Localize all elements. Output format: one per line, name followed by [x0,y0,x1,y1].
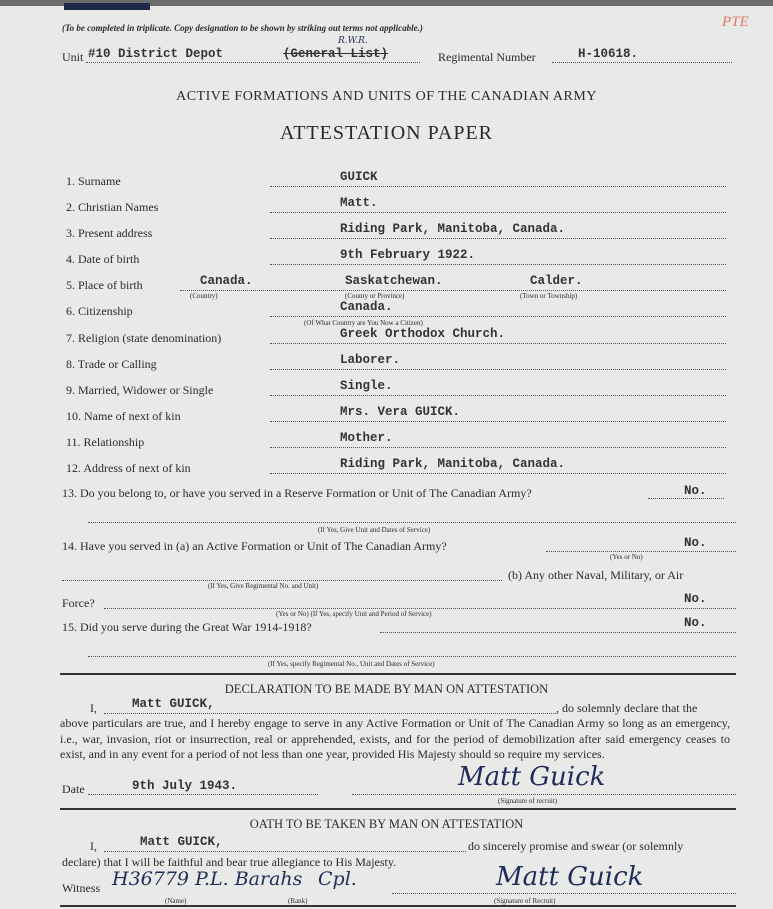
witness-rank: Cpl. [318,868,357,890]
field-value: GUICK [340,170,378,184]
field-value: Single. [340,379,393,393]
reg-number: H-10618. [578,47,639,61]
unit-label: Unit [62,50,84,64]
answer-13: No. [684,484,707,498]
caption-citizenship: (Of What Country are You Now a Citizen) [304,319,423,327]
field-label: 5. Place of birth [66,278,143,292]
corner-mark: PTE [722,14,749,30]
birth-town: Calder. [530,274,583,288]
caption-oath-signature: (Signature of Recruit) [494,897,556,905]
answer-14b: No. [684,592,707,606]
caption-signature: (Signature of recruit) [498,797,558,805]
declaration-name: Matt GUICK, [132,697,215,711]
question-13: 13. Do you belong to, or have you served in a Reserve Formation or Unit of The Canadian Army? [62,486,532,500]
subtitle: ACTIVE FORMATIONS AND UNITS OF THE CANADIAN ARMY [176,89,597,104]
reg-label: Regimental Number [438,50,536,64]
field-label: 3. Present address [66,226,153,240]
witness-name: H36779 P.L. Barahs [112,868,303,890]
caption-14-yn: (Yes or No) [610,553,643,561]
page-title: ATTESTATION PAPER [279,122,493,144]
oath-body: declare) that I will be faithful and bear true allegiance to His Majesty. [62,855,397,869]
field-label: 6. Citizenship [66,304,133,318]
unit-struck: (General List) [283,47,389,61]
caption-name: (Name) [165,897,187,905]
field-value: Matt. [340,196,378,210]
caption-province: (County or Province) [345,292,405,300]
instruction-note: (To be completed in triplicate. Copy designation to be shown by striking out terms not applicable.) [62,23,423,33]
declaration-i: I, [90,701,97,715]
caption-town: (Town or Township) [520,292,578,300]
question-14: 14. Have you served in (a) an Active Formation or Unit of The Canadian Army? [62,539,447,553]
unit-value: #10 District Depot [88,47,224,61]
oath-after: do sincerely promise and swear (or solemnly [468,839,684,853]
recruit-signature: Matt Guick [458,762,606,792]
declaration-body: above particulars are true, and I hereby engage to serve in any Active Formation or Unit of The Canadian Army so long as an emergency, i.e., war, invasion, riot or insurrection, real or apprehended, exists, and for the period of demobilization after said emergency ceases to exist, and in any event for a period of not less than one year, provided His Majesty should so require my services. [60,716,730,761]
oath-heading: OATH TO BE TAKEN BY MAN ON ATTESTATION [249,817,524,831]
caption-13: (If Yes, Give Unit and Dates of Service) [318,526,431,534]
field-value: Mother. [340,431,393,445]
answer-15: No. [684,616,707,630]
declaration-after: , do solemnly declare that the [556,701,698,715]
field-value: Greek Orthodox Church. [340,327,506,341]
redaction-mark [64,3,150,10]
oath-i: I, [90,839,97,853]
field-value: Canada. [340,300,393,314]
oath-name: Matt GUICK, [140,835,223,849]
question-15: 15. Did you serve during the Great War 1914-1918? [62,620,312,634]
field-value: Mrs. Vera GUICK. [340,405,461,419]
date-label: Date [62,782,85,796]
declaration-date: 9th July 1943. [132,779,238,793]
caption-14: (If Yes, Give Regimental No. and Unit) [208,582,319,590]
caption-14b: (Yes or No) (If Yes, specify Unit and Period of Service) [276,610,432,618]
field-label: 7. Religion (state denomination) [66,331,222,345]
force-label: Force? [62,596,95,610]
field-label: 10. Name of next of kin [66,409,181,423]
witness-label: Witness [62,881,101,895]
field-value: Laborer. [340,353,401,367]
question-14b: (b) Any other Naval, Military, or Air [508,568,684,582]
declaration-heading: DECLARATION TO BE MADE BY MAN ON ATTESTATION [224,682,549,696]
field-label: 4. Date of birth [66,252,140,266]
field-label: 11. Relationship [66,435,145,449]
field-value: Riding Park, Manitoba, Canada. [340,457,566,471]
caption-15: (If Yes, specify Regimental No., Unit and Dates of Service) [268,660,435,668]
field-label: 8. Trade or Calling [66,357,157,371]
field-label: 9. Married, Widower or Single [66,383,214,397]
oath-signature: Matt Guick [496,862,644,892]
caption-country: (Country) [190,292,218,300]
answer-14: No. [684,536,707,550]
field-value: 9th February 1922. [340,248,476,262]
field-label: 12. Address of next of kin [66,461,191,475]
birth-province: Saskatchewan. [345,274,443,288]
birth-country: Canada. [200,274,253,288]
field-value: Riding Park, Manitoba, Canada. [340,222,566,236]
caption-rank: (Rank) [288,897,308,905]
unit-annotation: R.W.R. [338,36,368,46]
field-label: 1. Surname [66,174,121,188]
field-label: 2. Christian Names [66,200,159,214]
